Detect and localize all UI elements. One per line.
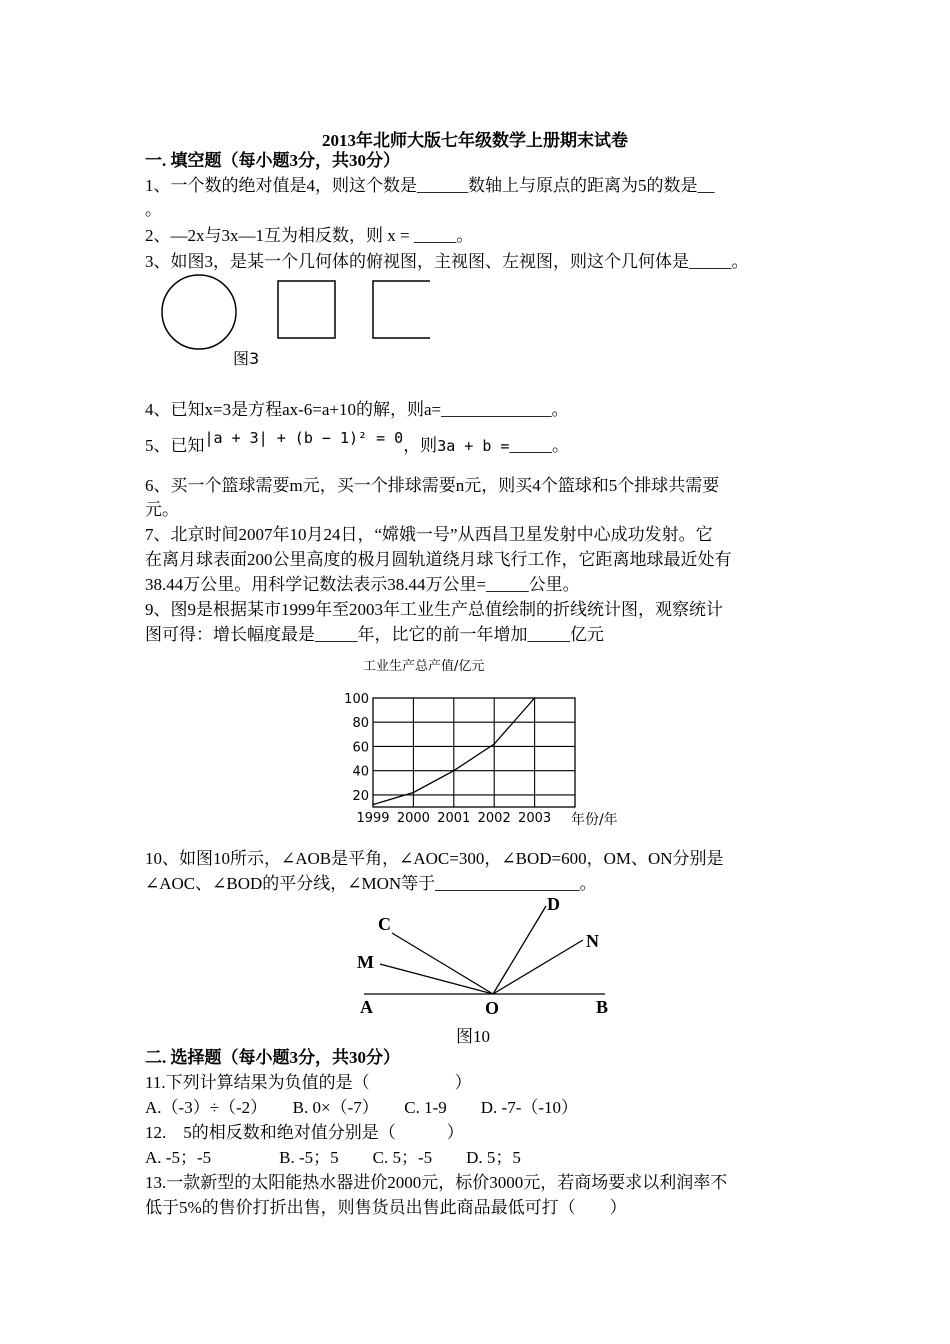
data-point	[534, 697, 536, 699]
q13-line1: 13.一款新型的太阳能热水器进价2000元，标价3000元，若商场要求以利润率不	[145, 1173, 728, 1192]
q10-line1: 10、如图10所示，∠AOB是平角，∠AOC=300，∠BOD=600，OM、ON分别是	[145, 849, 724, 868]
q5-text-a: 5、已知	[145, 436, 205, 455]
q6-line2: 元。	[145, 500, 179, 519]
figure-3	[160, 272, 440, 367]
ray-ON	[493, 940, 583, 994]
label-B: B	[596, 997, 609, 1017]
section-fill-blank: 一. 填空题（每小题3分，共30分）	[145, 151, 400, 170]
q5	[145, 429, 569, 457]
x-axis-title: 年份/年	[570, 812, 618, 828]
q5-formula: |a + 3| + (b − 1)² = 0	[204, 429, 404, 447]
q11: 11.下列计算结果为负值的是（ ）	[145, 1073, 472, 1092]
fig10-caption: 图10	[456, 1027, 490, 1046]
data-point	[372, 804, 374, 806]
ray-OC	[392, 933, 493, 994]
label-C: C	[378, 914, 391, 934]
y-axis-title: 工业生产总产值/亿元	[363, 659, 485, 674]
label-A: A	[360, 997, 373, 1017]
chart-frame	[373, 698, 575, 807]
q10-line2: ∠AOC、∠BOD的平分线，∠MON等于_________________。	[145, 874, 597, 893]
q7-line3: 38.44万公里。用科学记数法表示38.44万公里=_____公里。	[145, 575, 580, 594]
figure-9-line-chart	[330, 650, 630, 835]
q7-line2: 在离月球表面200公里高度的极月圆轨道绕月球飞行工作，它距离地球最近处有	[145, 550, 732, 569]
ray-OM	[380, 964, 493, 994]
fig3-caption: 图3	[233, 349, 260, 368]
q5-text-c: _____。	[509, 436, 569, 455]
y-tick-label: 100	[344, 692, 369, 707]
q4: 4、已知x=3是方程ax-6=a+10的解，则a=_____________。	[145, 400, 569, 419]
q11-options: A.（-3）÷（-2） B. 0×（-7） C. 1-9 D. -7-（-10）	[145, 1098, 579, 1117]
x-tick-label: 2003	[518, 811, 552, 826]
q9-line2: 图可得：增长幅度最是_____年，比它的前一年增加_____亿元	[145, 625, 604, 644]
q3: 3、如图3，是某一个几何体的俯视图，主视图、左视图，则这个几何体是_____。	[145, 252, 749, 271]
label-D: D	[547, 894, 560, 914]
figure-10-angle-diagram	[350, 890, 620, 1020]
q5-expression: 3a + b =	[437, 437, 510, 455]
data-point	[493, 743, 495, 745]
fig3-front-view-square	[278, 281, 335, 338]
q13-line2: 低于5%的售价打折出售，则售货员出售此商品最低可打（ ）	[145, 1198, 627, 1217]
y-tick-label: 40	[352, 764, 369, 780]
fig3-side-view	[373, 281, 430, 338]
data-point	[453, 770, 455, 772]
x-tick-label: 2002	[477, 811, 511, 826]
label-M: M	[357, 952, 374, 972]
q12-options: A. -5；-5 B. -5；5 C. 5；-5 D. 5；5	[145, 1148, 521, 1167]
label-O: O	[485, 998, 500, 1018]
q1-line1: 1、一个数的绝对值是4，则这个数是______数轴上与原点的距离为5的数是__	[145, 176, 715, 195]
x-tick-label: 2000	[396, 811, 430, 826]
q7-line1: 7、北京时间2007年10月24日，“嫦娥一号”从西昌卫星发射中心成功发射。它	[145, 525, 713, 544]
q9-line1: 9、图9是根据某市1999年至2003年工业生产总值绘制的折线统计图，观察统计	[145, 600, 723, 619]
page-title: 2013年北师大版七年级数学上册期末试卷	[322, 131, 628, 150]
q12: 12. 5的相反数和绝对值分别是（ ）	[145, 1123, 464, 1142]
q2: 2、—2x与3x—1互为相反数，则 x = _____。	[145, 226, 474, 245]
section-choice: 二. 选择题（每小题3分，共30分）	[145, 1048, 400, 1067]
q6-line1: 6、买一个篮球需要m元，买一个排球需要n元，则买4个篮球和5个排球共需要	[145, 476, 720, 495]
data-point	[413, 792, 415, 794]
q1-line2: 。	[145, 200, 162, 219]
label-N: N	[586, 931, 599, 951]
y-tick-label: 60	[352, 740, 369, 756]
q5-text-b: ，则	[403, 436, 438, 455]
ray-OD	[493, 906, 546, 994]
x-tick-label: 2001	[437, 811, 471, 826]
x-tick-label: 1999	[356, 811, 390, 826]
y-tick-label: 80	[352, 716, 369, 732]
y-tick-label: 20	[352, 788, 369, 804]
fig3-top-view-circle	[162, 275, 236, 349]
